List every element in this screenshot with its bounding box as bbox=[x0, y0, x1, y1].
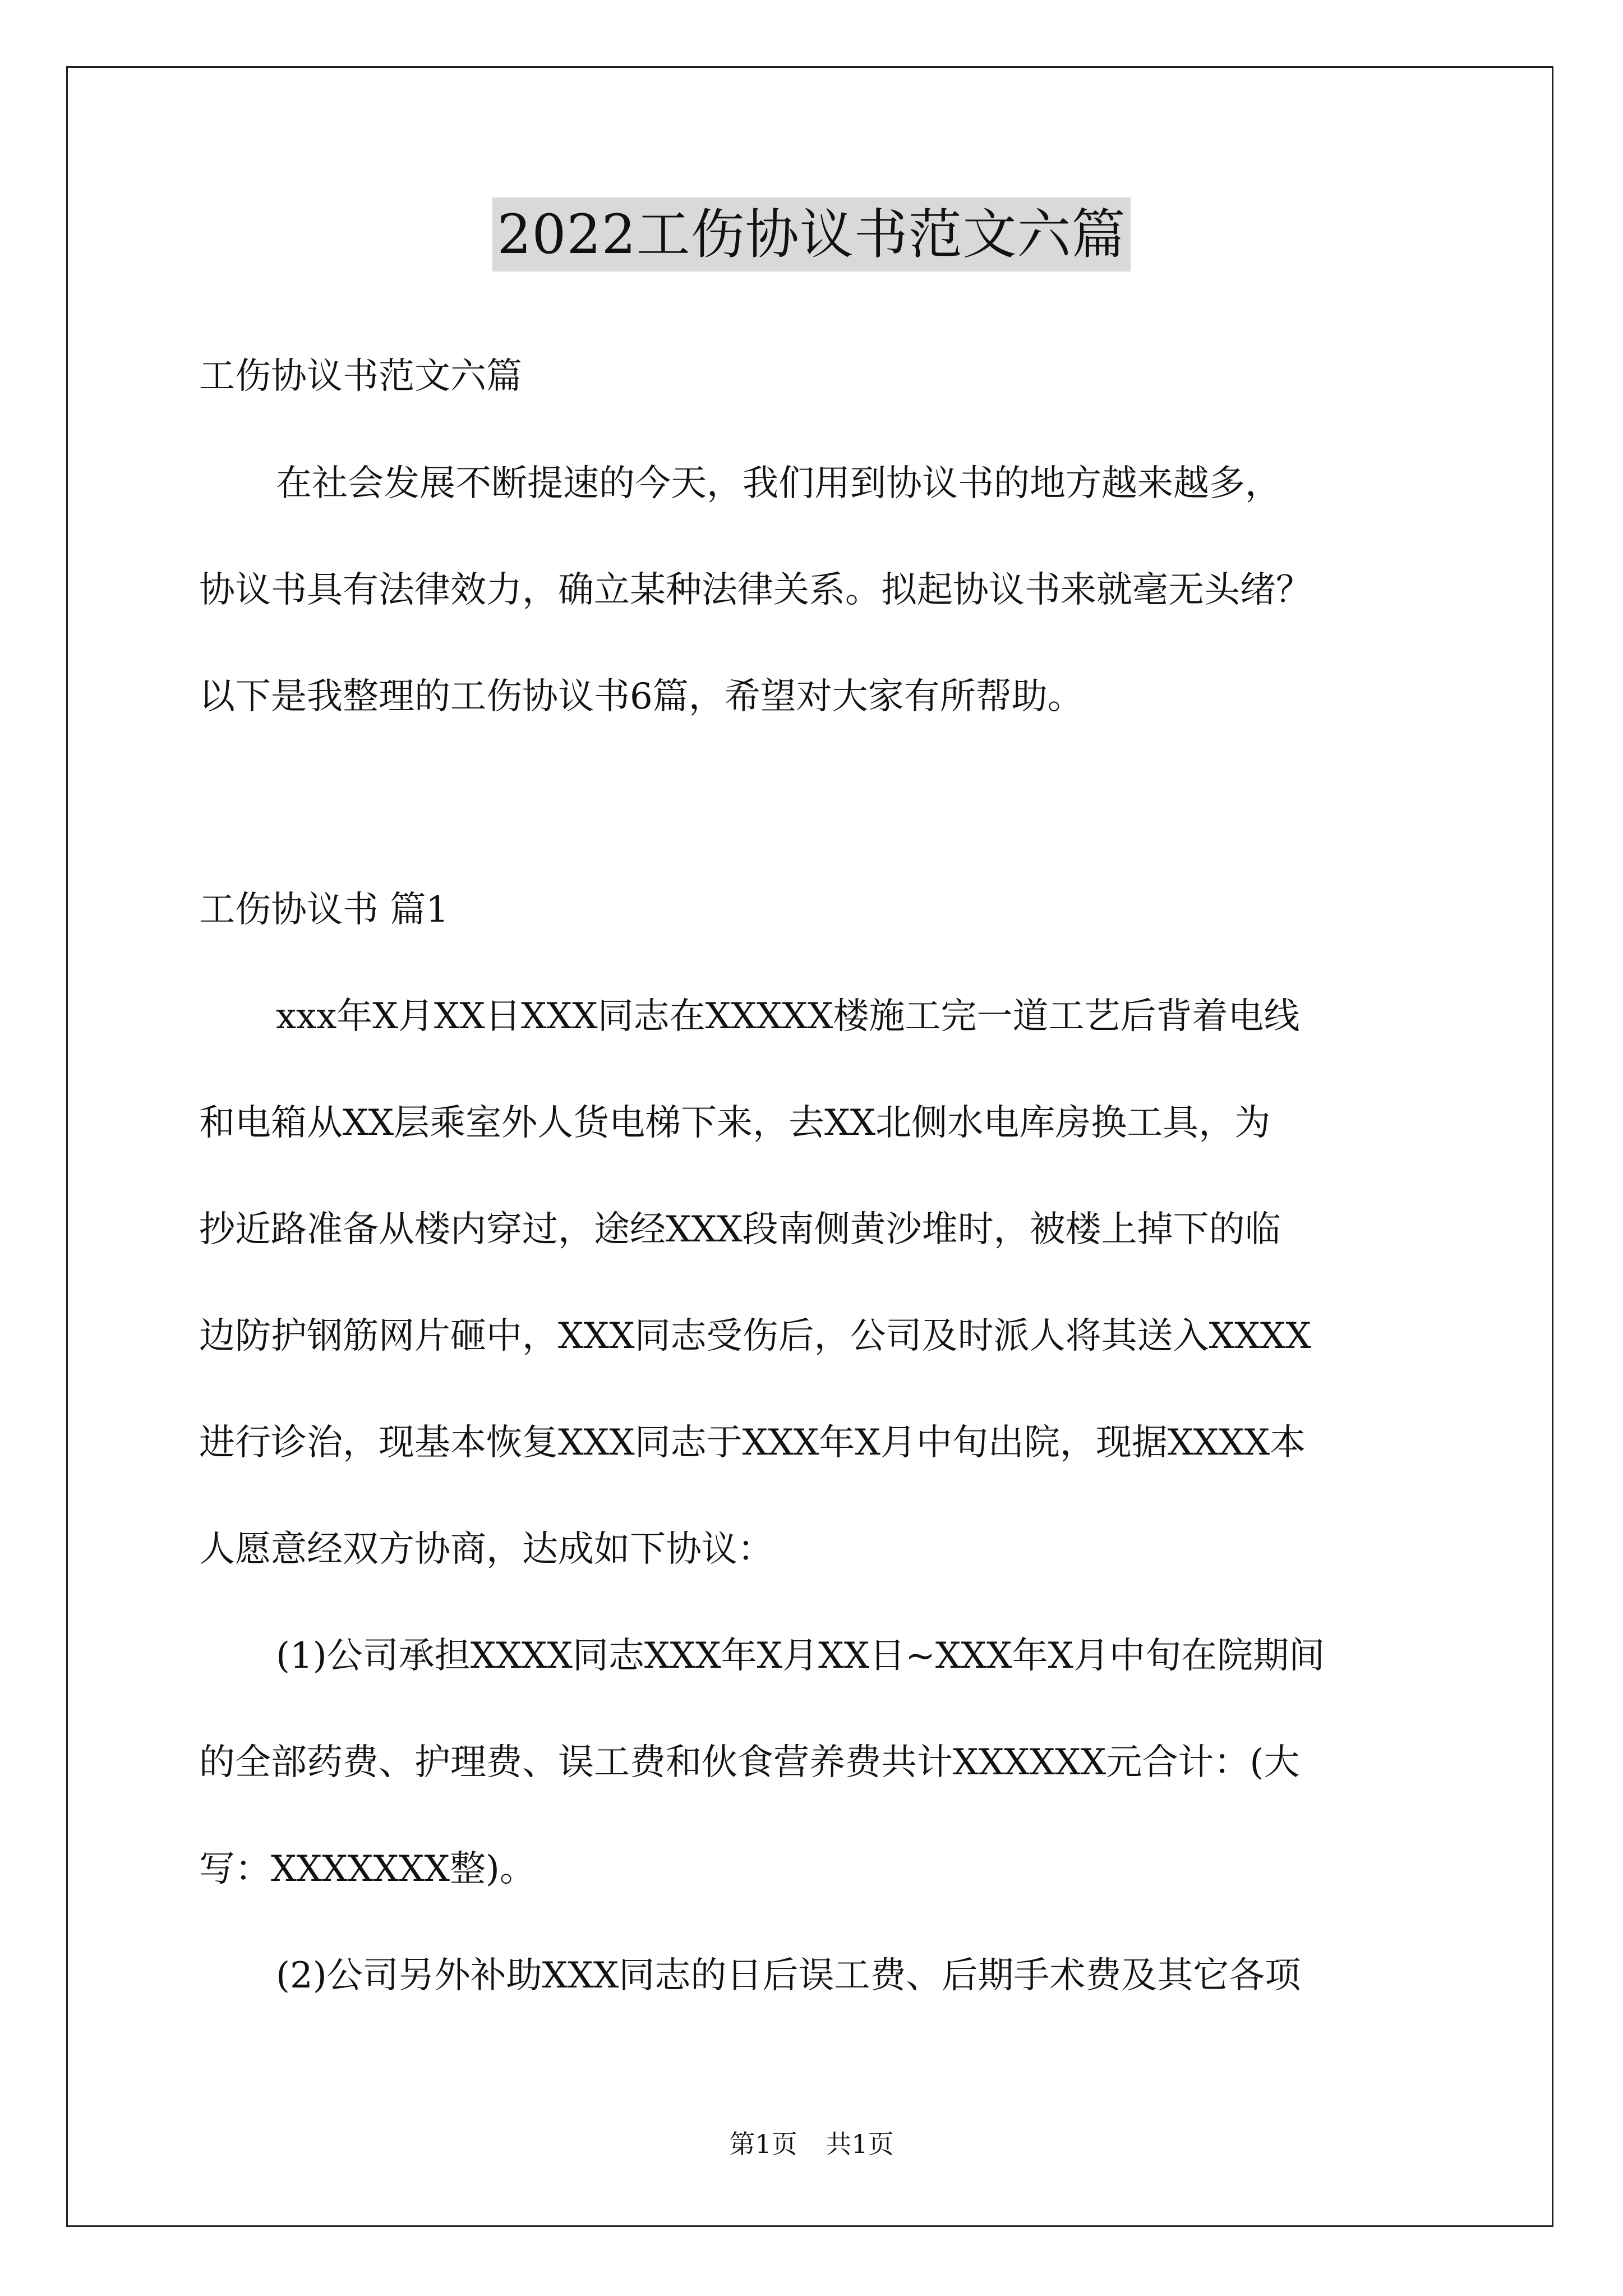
page-number: 第1页 bbox=[729, 2129, 797, 2159]
body-line-4: 边防护钢筋网片砸中，XXX同志受伤后，公司及时派人将其送入XXXX bbox=[199, 1315, 1311, 1357]
body-line-9: 写：XXXXXXX整)。 bbox=[199, 1848, 536, 1890]
body-line-6: 人愿意经双方协商，达成如下协议： bbox=[199, 1529, 773, 1570]
subtitle: 工伤协议书范文六篇 bbox=[199, 356, 522, 397]
title-block bbox=[0, 197, 1623, 272]
page-total: 共1页 bbox=[826, 2129, 894, 2159]
page-footer bbox=[0, 2128, 1623, 2160]
intro-line-2: 协议书具有法律效力，确立某种法律关系。拟起协议书来就毫无头绪？ bbox=[199, 569, 1312, 611]
body-line-3: 抄近路准备从楼内穿过，途经XXX段南侧黄沙堆时，被楼上掉下的临 bbox=[199, 1209, 1281, 1250]
body-line-2: 和电箱从XX层乘室外人货电梯下来，去XX北侧水电库房换工具，为 bbox=[199, 1102, 1271, 1144]
body-line-1: xxx年X月XX日XXX同志在XXXXX楼施工完一道工艺后背着电线 bbox=[276, 996, 1300, 1037]
intro-line-3: 以下是我整理的工伤协议书6篇，希望对大家有所帮助。 bbox=[199, 676, 1083, 717]
body-line-5: 进行诊治，现基本恢复XXX同志于XXX年X月中旬出院，现据XXXX本 bbox=[199, 1422, 1306, 1464]
document-title: 2022工伤协议书范文六篇 bbox=[492, 197, 1130, 272]
section-heading: 工伤协议书 篇1 bbox=[199, 889, 449, 931]
intro-line-1: 在社会发展不断提速的今天，我们用到协议书的地方越来越多， bbox=[276, 463, 1281, 504]
body-line-7: (1)公司承担XXXX同志XXX年X月XX日~XXX年X月中旬在院期间 bbox=[276, 1635, 1325, 1677]
body-line-8: 的全部药费、护理费、误工费和伙食营养费共计XXXXXX元合计：(大 bbox=[199, 1742, 1300, 1783]
body-line-10: (2)公司另外补助XXX同志的日后误工费、后期手术费及其它各项 bbox=[276, 1955, 1301, 1996]
